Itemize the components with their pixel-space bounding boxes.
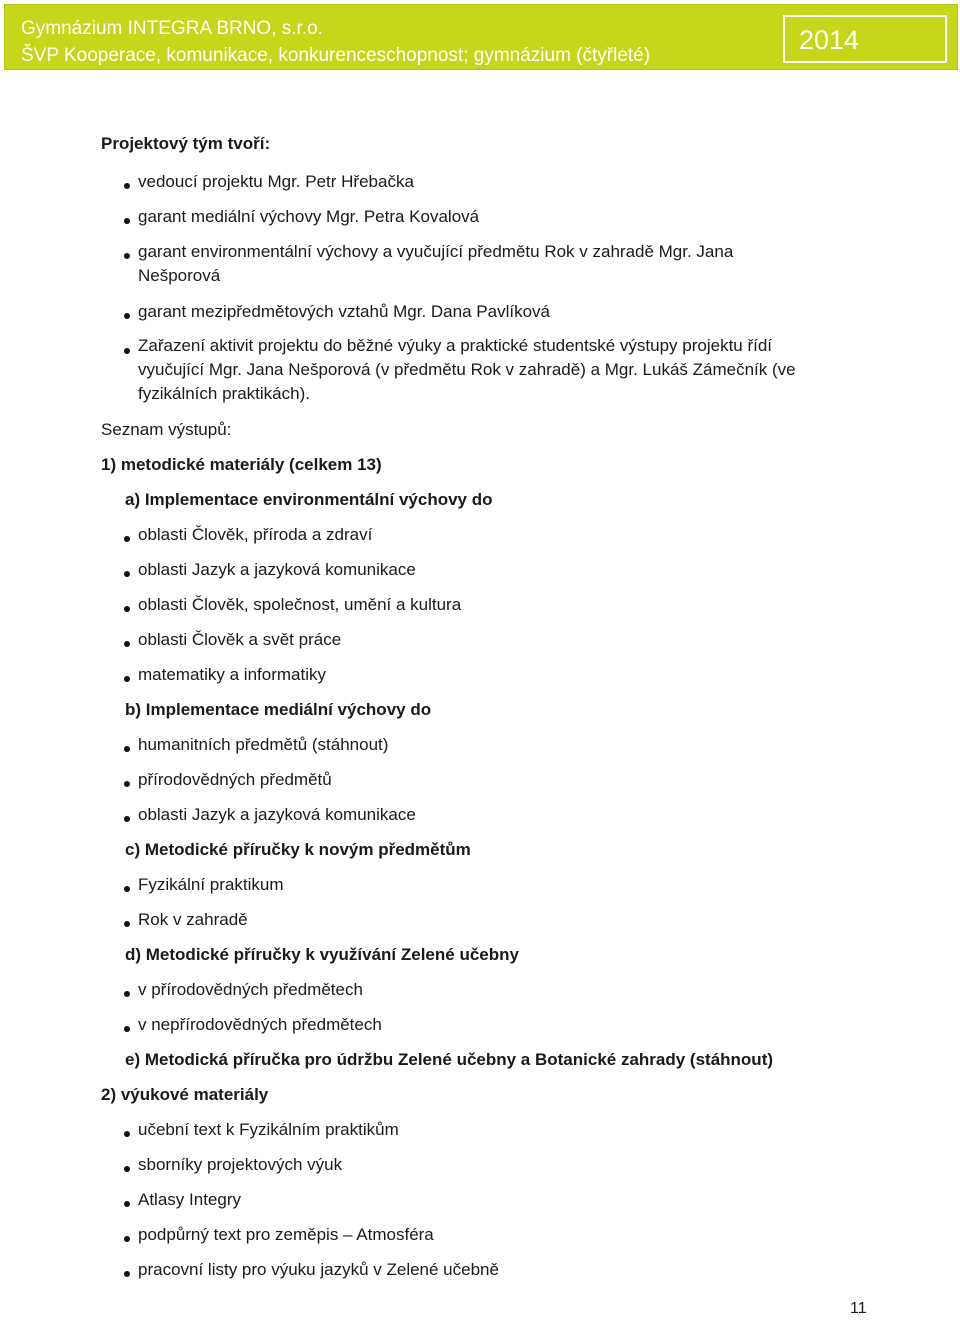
subsection-c-heading: c) Metodické příručky k novým předmětům: [125, 840, 471, 859]
subsection-e-heading: e) Metodická příručka pro údržbu Zelené učebny a Botanické zahrady (stáhnout): [125, 1050, 774, 1069]
list-item: učební text k Fyzikálním praktikům: [138, 1120, 399, 1139]
bullet-icon: [124, 1166, 130, 1172]
bullet-icon: [124, 641, 130, 647]
list-item: humanitních předmětů (stáhnout): [138, 735, 389, 754]
list-item: v nepřírodovědných předmětech: [138, 1015, 382, 1034]
bullet-icon: [124, 1026, 130, 1032]
list-item: sborníky projektových výuk: [138, 1155, 343, 1174]
bullet-icon: [124, 606, 130, 612]
bullet-icon: [124, 1236, 130, 1242]
bullet-icon: [124, 816, 130, 822]
list-item: oblasti Člověk a svět práce: [138, 630, 342, 649]
banner-title-block: [21, 15, 650, 69]
team-heading: Projektový tým tvoří:: [101, 134, 271, 153]
subsection-b-heading: b) Implementace mediální výchovy do: [125, 700, 432, 719]
list-item: oblasti Jazyk a jazyková komunikace: [138, 560, 416, 579]
list-item: v přírodovědných předmětech: [138, 980, 363, 999]
bullet-icon: [124, 991, 130, 997]
team-item: garant mezipředmětových vztahů Mgr. Dana Pavlíková: [138, 302, 550, 321]
list-item: matematiky a informatiky: [138, 665, 326, 684]
bullet-icon: [124, 676, 130, 682]
list-item: pracovní listy pro výuku jazyků v Zelené učebně: [138, 1260, 499, 1279]
bullet-icon: [124, 921, 130, 927]
bullet-icon: [124, 218, 130, 224]
year-box: [783, 15, 947, 63]
bullet-icon: [124, 746, 130, 752]
list-item: Rok v zahradě: [138, 910, 248, 929]
bullet-icon: [124, 1131, 130, 1137]
team-item: garant environmentální výchovy a vyučující předmětu Rok v zahradě Mgr. Jana: [138, 242, 734, 261]
list-item: podpůrný text pro zeměpis – Atmosféra: [138, 1225, 434, 1244]
program-name: ŠVP Kooperace, komunikace, konkurenceschopnost; gymnázium (čtyřleté): [21, 45, 651, 66]
list-item: Fyzikální praktikum: [138, 875, 284, 894]
team-item: vedoucí projektu Mgr. Petr Hřebačka: [138, 172, 414, 191]
bullet-icon: [124, 1271, 130, 1277]
bullet-icon: [124, 536, 130, 542]
outputs-heading: Seznam výstupů:: [101, 420, 232, 439]
bullet-icon: [124, 1201, 130, 1207]
school-name: Gymnázium INTEGRA BRNO, s.r.o.: [21, 18, 323, 39]
team-item-continuation: fyzikálních praktikách).: [138, 384, 310, 403]
list-item: oblasti Člověk, příroda a zdraví: [138, 525, 373, 544]
team-item: garant mediální výchovy Mgr. Petra Kovalová: [138, 207, 480, 226]
list-item: oblasti Člověk, společnost, umění a kultura: [138, 595, 462, 614]
bullet-icon: [124, 253, 130, 259]
section-1-heading: 1) metodické materiály (celkem 13): [101, 455, 382, 474]
bullet-icon: [124, 886, 130, 892]
section-2-heading: 2) výukové materiály: [101, 1085, 269, 1104]
subsection-d-heading: d) Metodické příručky k využívání Zelené učebny: [125, 945, 519, 964]
subsection-a-heading: a) Implementace environmentální výchovy do: [125, 490, 493, 509]
year: 2014: [799, 25, 860, 55]
bullet-icon: [124, 313, 130, 319]
list-item: Atlasy Integry: [138, 1190, 241, 1209]
team-item-continuation: Nešporová: [138, 266, 221, 285]
header-banner: [4, 4, 958, 70]
page-number: 11: [850, 1300, 867, 1317]
team-item: Zařazení aktivit projektu do běžné výuky a praktické studentské výstupy projektu řídí: [138, 336, 773, 355]
team-item-continuation: vyučující Mgr. Jana Nešporová (v předmětu Rok v zahradě) a Mgr. Lukáš Zámečník (ve: [138, 360, 796, 379]
list-item: oblasti Jazyk a jazyková komunikace: [138, 805, 416, 824]
list-item: přírodovědných předmětů: [138, 770, 332, 789]
bullet-icon: [124, 571, 130, 577]
bullet-icon: [124, 781, 130, 787]
bullet-icon: [124, 348, 130, 354]
bullet-icon: [124, 183, 130, 189]
